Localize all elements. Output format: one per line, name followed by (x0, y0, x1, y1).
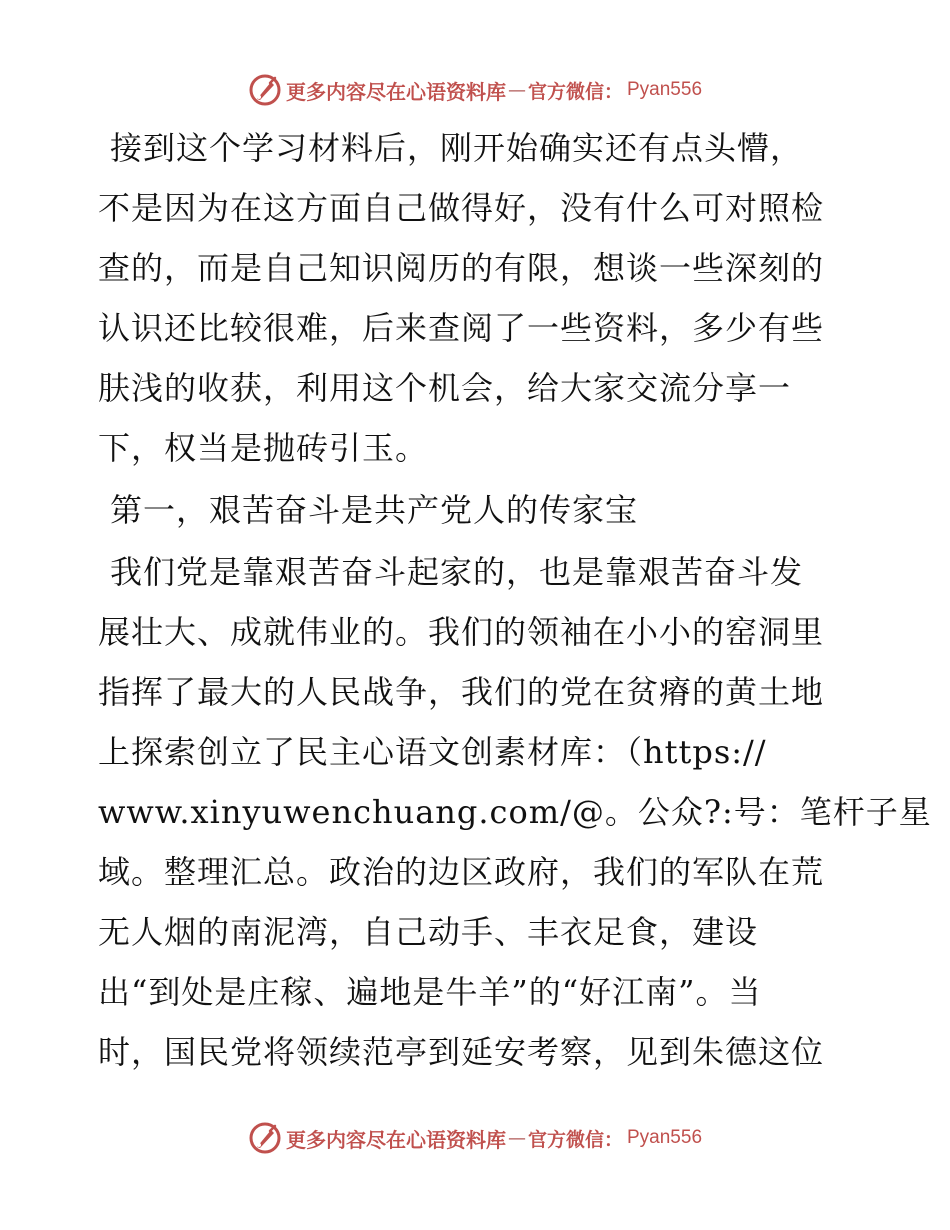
banner-official-label: 官方微信： (527, 1128, 623, 1151)
quill-pen-logo-icon (248, 73, 282, 107)
banner-separator: — (507, 1127, 526, 1149)
header-banner (0, 70, 950, 110)
body-line: 无人烟的南泥湾，自己动手、丰衣足食，建设 (98, 913, 759, 951)
banner-wechat-id: Pyan556 (627, 79, 703, 100)
body-line: 查的，而是自己知识阅历的有限，想谈一些深刻的 (98, 249, 825, 287)
body-line: www.xinyuwenchuang.com/@。公众?:号：笔杆子星 (98, 793, 932, 831)
body-line: 我们党是靠艰苦奋斗起家的，也是靠艰苦奋斗发 (110, 553, 804, 591)
body-line: 不是因为在这方面自己做得好，没有什么可对照检 (98, 189, 825, 227)
banner-wechat-id: Pyan556 (627, 1127, 703, 1148)
body-line: 指挥了最大的人民战争，我们的党在贫瘠的黄土地 (98, 673, 825, 711)
banner-separator: — (507, 79, 526, 101)
body-line: 域。整理汇总。政治的边区政府，我们的军队在荒 (98, 853, 825, 891)
footer-banner (0, 1118, 950, 1158)
body-line: 接到这个学习材料后，刚开始确实还有点头懵， (110, 129, 804, 167)
body-line: 时，国民党将领续范亭到延安考察，见到朱德这位 (98, 1033, 825, 1071)
body-line: 肤浅的收获，利用这个机会，给大家交流分享一 (98, 369, 792, 407)
banner-brand-text: 更多内容尽在心语资料库 (285, 1127, 506, 1152)
body-line: 认识还比较很难，后来查阅了一些资料，多少有些 (98, 309, 825, 347)
body-line: 下，权当是抛砖引玉。 (98, 429, 429, 467)
banner-official-label: 官方微信： (527, 80, 623, 103)
document-body (98, 118, 932, 1082)
section-heading: 第一，艰苦奋斗是共产党人的传家宝 (110, 491, 639, 529)
body-line: 出“到处是庄稼、遍地是牛羊”的“好江南”。当 (98, 973, 762, 1011)
body-line: 展壮大、成就伟业的。我们的领袖在小小的窑洞里 (98, 613, 825, 651)
quill-pen-logo-icon (248, 1121, 282, 1155)
banner-brand-text: 更多内容尽在心语资料库 (285, 79, 506, 104)
body-line: 上探索创立了民主心语文创素材库：（https:// (98, 733, 767, 771)
